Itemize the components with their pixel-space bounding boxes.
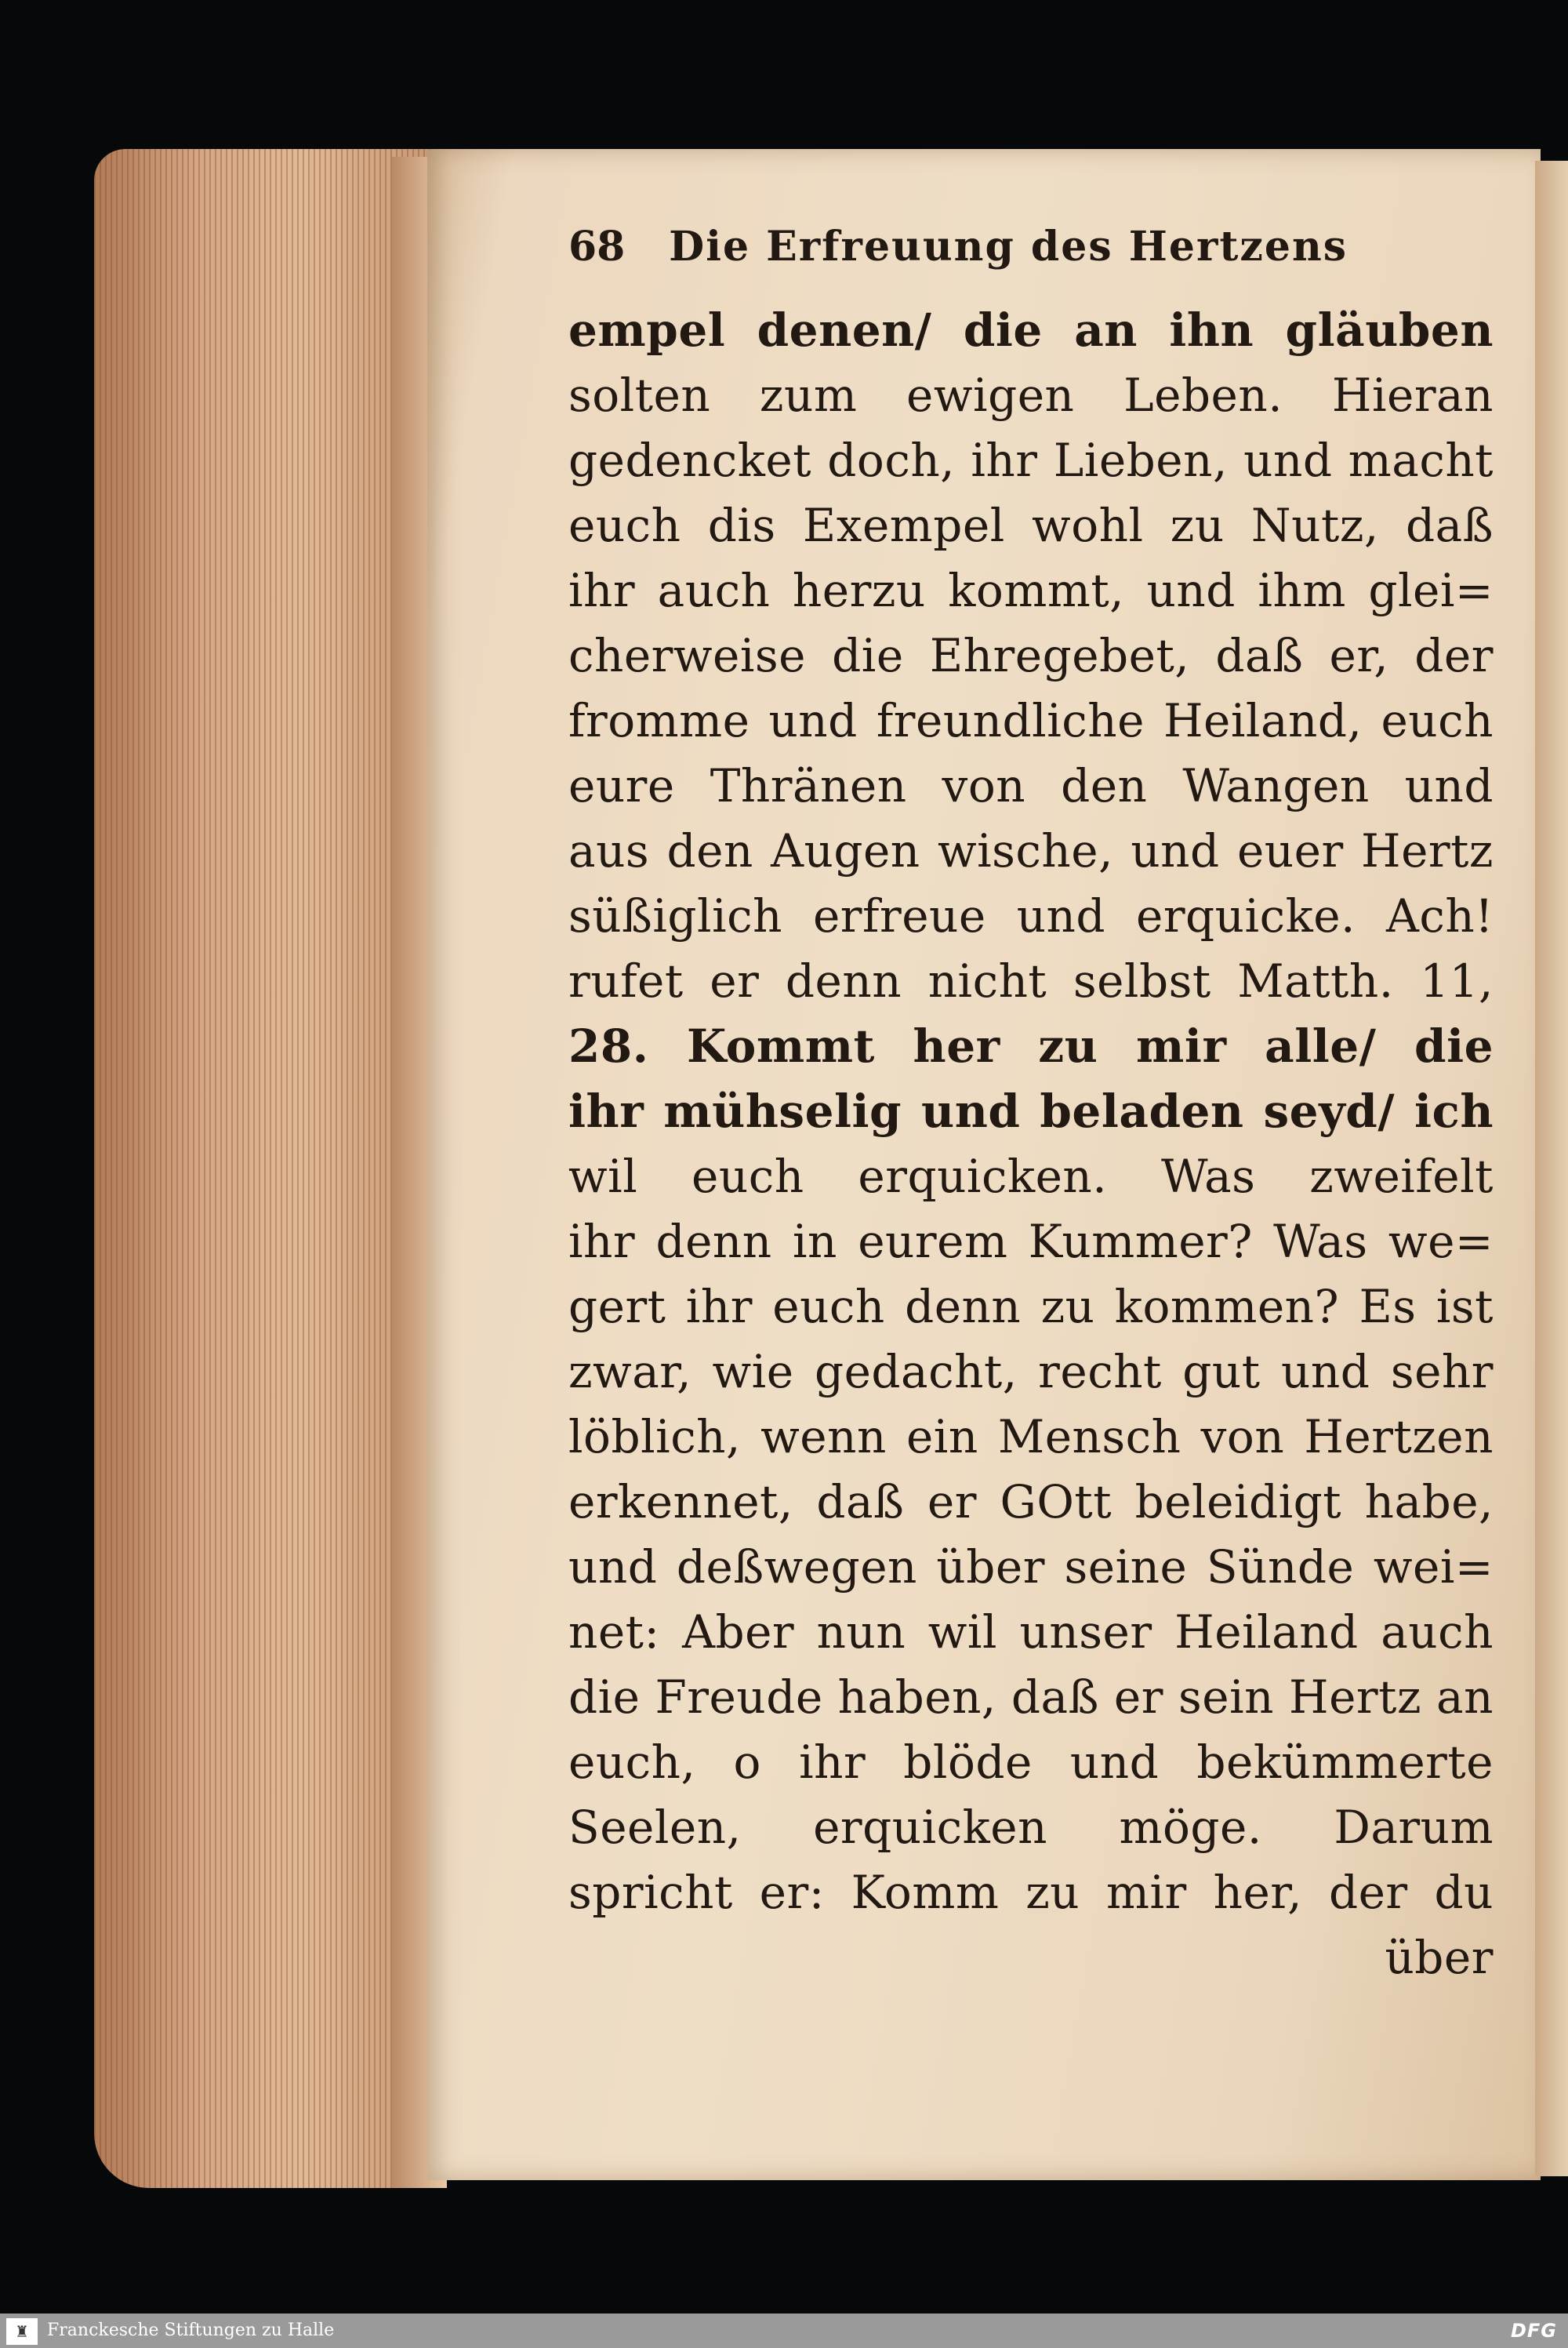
page-header	[568, 212, 1494, 282]
catchword: über	[1385, 1931, 1494, 1984]
text-line: spricht er: Komm zu mir her, der du	[568, 1866, 1494, 1919]
page-number: 68	[568, 223, 626, 271]
dfg-logo: DFG	[1510, 2320, 1557, 2342]
text-line: ihr denn in eurem Kummer? Was we=	[568, 1215, 1494, 1268]
text-line: süßiglich erfreue und erquicke. Ach!	[568, 889, 1494, 943]
text-line: und deßwegen über seine Sünde wei=	[568, 1540, 1494, 1594]
text-line: wil euch erquicken. Was zweifelt	[568, 1150, 1494, 1203]
text-line: zwar, wie gedacht, recht gut und sehr	[568, 1345, 1494, 1398]
text-line: solten zum ewigen Leben. Hieran	[568, 369, 1494, 422]
text-line: fromme und freundliche Heiland, euch	[568, 694, 1494, 747]
running-title: Die Erfreuung des Hertzens	[669, 223, 1348, 271]
text-line: euch, o ihr blöde und bekümmerte	[568, 1736, 1494, 1789]
facing-page-edge	[1535, 161, 1568, 2176]
book-page-edges	[94, 149, 439, 2188]
text-line: gert ihr euch denn zu kommen? Es ist	[568, 1280, 1494, 1333]
text-line: ihr mühselig und beladen seyd/ ich	[568, 1085, 1494, 1138]
text-line: löblich, wenn ein Mensch von Hertzen	[568, 1410, 1494, 1463]
institution-name: Franckesche Stiftungen zu Halle	[47, 2321, 335, 2340]
institution-logo-icon: ♜	[6, 2318, 38, 2345]
text-line: erkennet, daß er GOtt beleidigt habe,	[568, 1475, 1494, 1528]
text-line: gedencket doch, ihr Lieben, und macht	[568, 434, 1494, 487]
text-line: rufet er denn nicht selbst Matth. 11,	[568, 954, 1494, 1008]
text-line: empel denen/ die an ihn gläuben	[568, 303, 1494, 357]
text-line: ihr auch herzu kommt, und ihm glei=	[568, 564, 1494, 617]
text-line: euch dis Exempel wohl zu Nutz, daß	[568, 499, 1494, 552]
text-line: 28. Kommt her zu mir alle/ die	[568, 1020, 1494, 1073]
text-line: cherweise die Ehregebet, daß er, der	[568, 629, 1494, 682]
body-text	[568, 298, 1494, 1990]
text-line: net: Aber nun wil unser Heiland auch	[568, 1605, 1494, 1659]
text-line: Seelen, erquicken möge. Darum	[568, 1801, 1494, 1854]
text-line: aus den Augen wische, und euer Hertz	[568, 824, 1494, 878]
viewer-footer-bar	[0, 2313, 1568, 2348]
text-line: eure Thränen von den Wangen und	[568, 759, 1494, 812]
text-line: die Freude haben, daß er sein Hertz an	[568, 1670, 1494, 1724]
